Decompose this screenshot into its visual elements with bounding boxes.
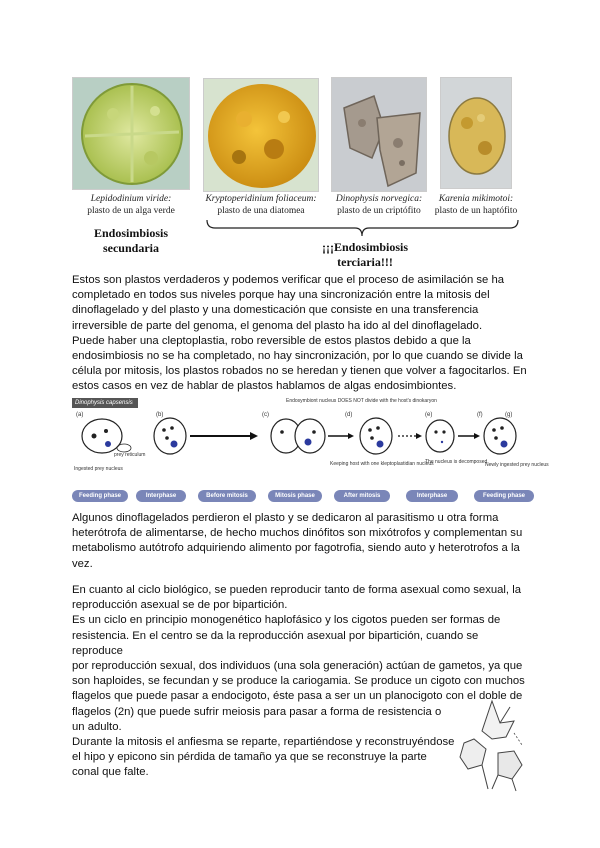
text-line: por reproducción sexual, dos individuos (una sola generación) actúan de gametos, ya que xyxy=(72,660,523,673)
tertiary-bracket xyxy=(205,218,520,240)
text-line: flagelos (2n) que puede sufrir meiosis para pasar a forma de resistencia o xyxy=(72,705,442,718)
text-line: completado en todos sus niveles porque hay una sincronización entre la mitosis del xyxy=(72,289,490,302)
label-a: (a) xyxy=(76,412,84,418)
secondary-endosymbiosis-label xyxy=(72,226,190,256)
note-kleptoplastid-host: Keeping host with one kleptoplastidian nucleus xyxy=(330,461,434,467)
label-g: (g) xyxy=(505,412,513,418)
caption-lepidodinium xyxy=(72,193,190,217)
note-ingested-prey: Ingested prey nucleus xyxy=(74,466,123,472)
text-line: resistencia. En el centro se da la reproducción asexual por bipartición, cuando se reproduce xyxy=(72,629,479,657)
label-f: (f) xyxy=(477,412,483,418)
figure-caption: Dinophysis capsensis xyxy=(72,398,138,408)
text-line: flagelos que puede pasar a endocigoto, éste pasa a ser un un planocigoto con el doble de xyxy=(72,690,523,703)
text-line: Puede haber una cleptoplastia, robo reversible de estos plastos debido a que la xyxy=(72,334,471,347)
label-e: (e) xyxy=(425,412,433,418)
text-line: Es un ciclo en principio monogenético haplofásico y los cigotos pueden ser formas de xyxy=(72,614,501,627)
haptophyte-cell-icon xyxy=(441,78,512,189)
cell-g xyxy=(484,418,516,454)
paragraph-plastids xyxy=(72,273,532,395)
phase-mitosis: Mitosis phase xyxy=(268,490,322,502)
label-c: (c) xyxy=(262,412,269,418)
text-line: estos casos en vez de hablar de plastos hablamos de algas endosimbiontes. xyxy=(72,380,457,393)
label-line: secundaria xyxy=(102,241,159,255)
note-newly-ingested: Newly ingested prey nucleus xyxy=(485,462,549,468)
species-name: Lepidodinium viride: xyxy=(90,194,172,204)
yellow-diatom-cell-icon xyxy=(204,79,319,192)
plastid-origin: plasto de una diatomea xyxy=(217,206,305,216)
cell-f xyxy=(426,420,454,452)
text-line: son haploides, se fecundan y se produce la cariogamia. Se produce un cigoto con muchos xyxy=(72,675,525,688)
text-line: Algunos dinoflagelados perdieron el plasto y se dedicaron al parasitismo u otra forma xyxy=(72,512,499,524)
plastid-origin: plasto de un criptófito xyxy=(337,206,421,216)
phase-after-mitosis: After mitosis xyxy=(334,490,390,502)
text-line: Durante la mitosis el anfiesma se reparte, repartiéndose y reconstruyéndose xyxy=(72,736,455,749)
green-algal-cell-icon xyxy=(73,78,190,190)
species-name: Karenia mikimotoi: xyxy=(438,194,514,204)
text-line: heterótrofa de alimentarse, de hecho muchos dinófitos son mixótrofos y complementan su xyxy=(72,527,523,540)
phase-feeding-2: Feeding phase xyxy=(474,490,534,502)
label-d: (d) xyxy=(345,412,353,418)
photo-kryptoperidinium xyxy=(203,78,319,192)
cell-a xyxy=(82,419,131,453)
note-nucleus-decomposed: The nucleus is decomposed xyxy=(425,459,488,465)
text-line: Estos son plastos verdaderos y podemos verificar que el proceso de asimilación se ha xyxy=(72,274,505,286)
text-line: célula por mitosis, los plastos robados no se heredan y tienen que volver a fagocitarlos. En xyxy=(72,365,527,378)
label-line: ¡¡¡Endosimbiosis xyxy=(321,240,409,254)
text-line: irreversible de parte del genoma, el genoma del plasto ha ido al del dinoflagelado. xyxy=(72,319,483,332)
phase-feeding-1: Feeding phase xyxy=(72,490,128,502)
text-line: dinoflagelado y del plasto y una domesticación que consiste en una transferencia xyxy=(72,304,479,317)
cell-b xyxy=(154,418,186,454)
text-line: el hipo y epicono sin pérdida de tamaño ya que se reconstruye la parte xyxy=(72,751,427,764)
note-prey-reticulum: prey reticulum xyxy=(114,452,146,458)
phase-before-mitosis: Before mitosis xyxy=(198,490,256,502)
plastid-origin: plasto de un haptófito xyxy=(434,206,518,216)
note-endosymbiont-nucleus: Endosymbiont nucleus DOES NOT divide with the host's dinokaryon xyxy=(286,398,437,404)
species-name: Dinophysis norvegica: xyxy=(335,194,423,204)
species-name: Kryptoperidinium foliaceum: xyxy=(205,194,317,204)
label-b: (b) xyxy=(156,412,164,418)
photo-dinophysis xyxy=(331,77,427,192)
phase-interphase-1: Interphase xyxy=(136,490,186,502)
text-line: un adulto. xyxy=(72,720,122,733)
dividing-dinoflagellate-sketch xyxy=(452,693,532,793)
phase-interphase-2: Interphase xyxy=(406,490,458,502)
text-line: endosimbiosis no se ha completado, no hay sincronización, por lo que cuando se divide la xyxy=(72,350,523,363)
photo-lepidodinium xyxy=(72,77,190,190)
text-line: conal que falte. xyxy=(72,766,149,779)
label-line: terciaria!!! xyxy=(337,255,393,269)
label-line: Endosimbiosis xyxy=(93,226,169,240)
photo-karenia xyxy=(440,77,512,189)
paragraph-heterotrophy xyxy=(72,511,532,572)
text-line: vez. xyxy=(72,557,93,570)
cell-e xyxy=(360,418,392,454)
armored-dinoflagellate-icon xyxy=(332,78,427,192)
caption-dinophysis xyxy=(325,193,433,217)
caption-karenia xyxy=(430,193,522,217)
plastid-origin: plasto de un alga verde xyxy=(87,206,175,216)
text-line: En cuanto al ciclo biológico, se pueden reproducir tanto de forma asexual como sexual, la xyxy=(72,584,522,596)
cell-d xyxy=(271,419,325,453)
text-line: reproducción asexual se de por bipartición. xyxy=(72,599,288,612)
caption-kryptoperidinium xyxy=(200,193,322,217)
text-line: metabolismo autótrofo adquiriendo alimento por fagotrofia, siendo auto y heterotrofos a la xyxy=(72,542,520,555)
tertiary-endosymbiosis-label xyxy=(290,240,440,270)
